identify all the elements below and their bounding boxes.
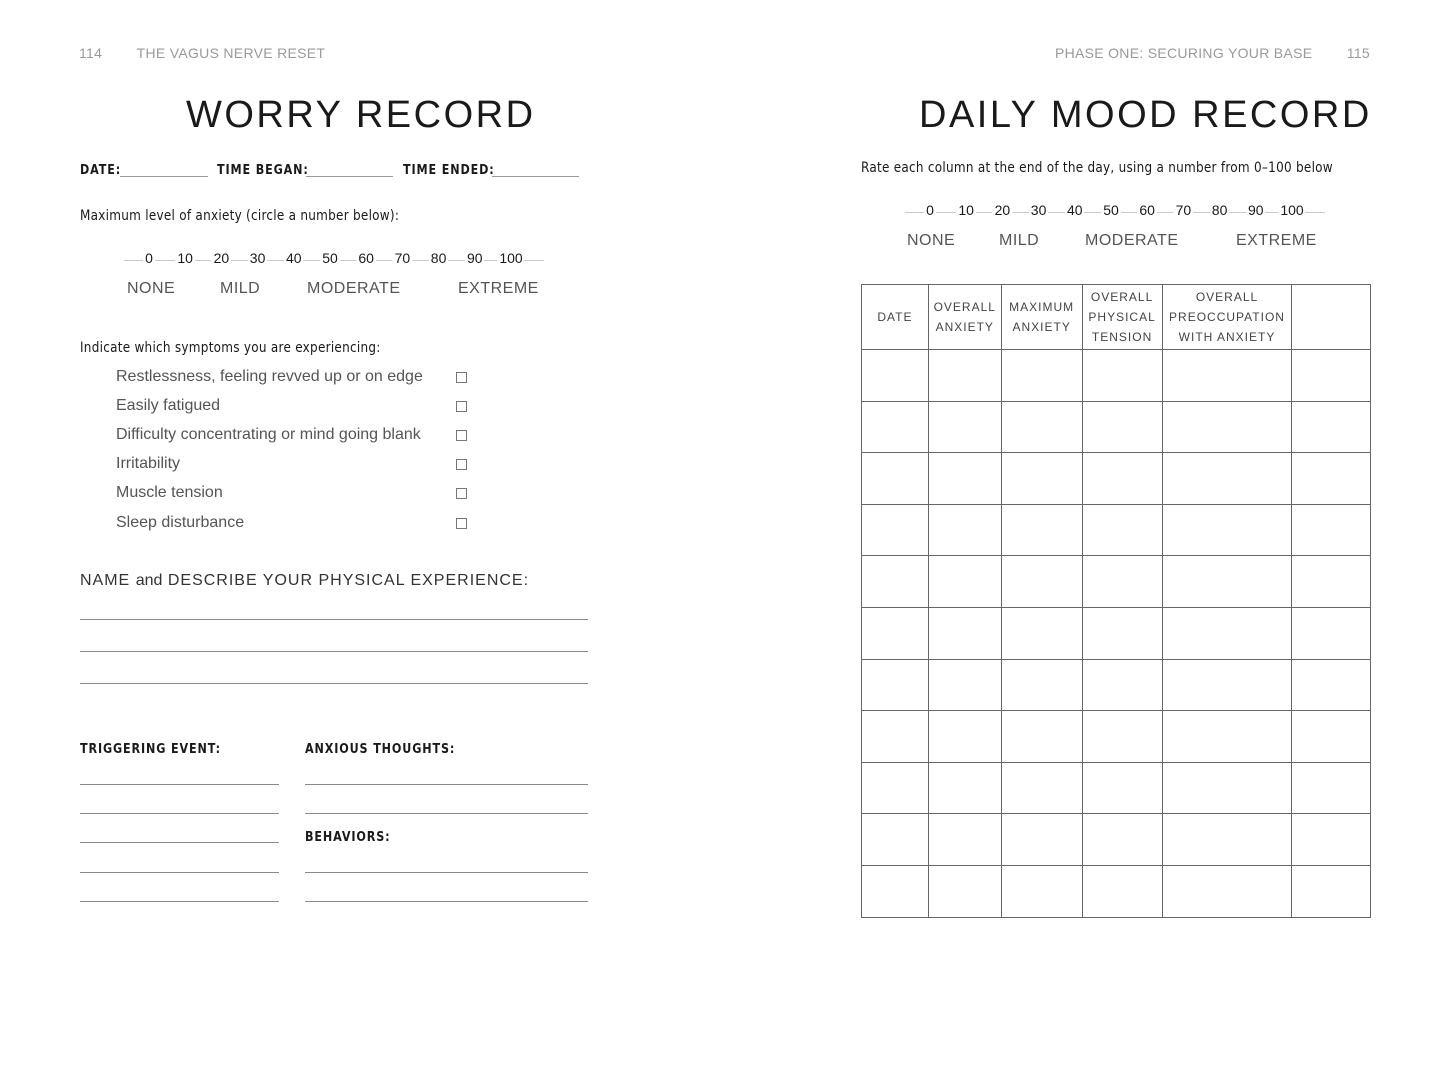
table-cell[interactable] bbox=[1292, 350, 1371, 402]
table-cell[interactable] bbox=[1292, 453, 1371, 505]
describe-line[interactable] bbox=[80, 619, 588, 620]
table-header-text: OVERALL bbox=[1195, 290, 1259, 304]
describe-heading-name: NAME bbox=[80, 572, 131, 589]
table-row bbox=[862, 814, 1371, 866]
symptom-label: Irritability bbox=[116, 455, 181, 472]
table-cell[interactable] bbox=[1082, 711, 1162, 763]
date-label: DATE: bbox=[80, 163, 122, 178]
table-cell[interactable] bbox=[1082, 453, 1162, 505]
date-field[interactable] bbox=[120, 176, 208, 177]
table-header-text: PREOCCUPATION bbox=[1169, 310, 1285, 324]
right-running-header bbox=[1055, 45, 1370, 61]
table-cell[interactable] bbox=[928, 556, 1001, 608]
table-header-text: OVERALL bbox=[1090, 290, 1154, 304]
right-scale-number[interactable]: 30 bbox=[1030, 202, 1047, 218]
table-cell[interactable] bbox=[1292, 607, 1371, 659]
table-cell[interactable] bbox=[1162, 659, 1292, 711]
symptom-checkbox[interactable] bbox=[456, 372, 467, 383]
left-book-title: THE VAGUS NERVE RESET bbox=[136, 45, 326, 61]
table-cell[interactable] bbox=[928, 401, 1001, 453]
symptom-checkbox[interactable] bbox=[456, 488, 467, 499]
describe-heading-and: and bbox=[135, 572, 163, 589]
triggering-event-label: TRIGGERING EVENT: bbox=[80, 742, 221, 757]
table-cell[interactable] bbox=[1001, 814, 1082, 866]
daily-mood-record-title: DAILY MOOD RECORD bbox=[919, 94, 1372, 136]
anxious-thoughts-line[interactable] bbox=[305, 813, 588, 814]
table-cell[interactable] bbox=[1082, 607, 1162, 659]
table-cell[interactable] bbox=[928, 607, 1001, 659]
table-cell[interactable] bbox=[1082, 350, 1162, 402]
right-section-title: PHASE ONE: SECURING YOUR BASE bbox=[1054, 45, 1313, 61]
left-scale-number[interactable]: 30 bbox=[249, 250, 266, 266]
table-cell[interactable] bbox=[1001, 453, 1082, 505]
triggering-event-line[interactable] bbox=[80, 784, 279, 785]
left-scale-number[interactable]: 40 bbox=[286, 250, 302, 266]
right-scale-number[interactable]: 90 bbox=[1248, 202, 1264, 218]
symptom-label: Difficulty concentrating or mind going blank bbox=[116, 426, 421, 443]
table-cell[interactable] bbox=[1162, 814, 1292, 866]
table-row bbox=[862, 607, 1371, 659]
right-scale-number[interactable]: 80 bbox=[1211, 202, 1228, 218]
table-cell[interactable] bbox=[1292, 659, 1371, 711]
table-cell[interactable] bbox=[1082, 401, 1162, 453]
table-cell[interactable] bbox=[1162, 453, 1292, 505]
table-cell[interactable] bbox=[862, 401, 929, 453]
table-cell[interactable] bbox=[1001, 556, 1082, 608]
worry-record-title: WORRY RECORD bbox=[186, 94, 536, 136]
table-cell[interactable] bbox=[1162, 504, 1292, 556]
table-header-text: DATE bbox=[877, 310, 913, 324]
table-cell[interactable] bbox=[928, 350, 1001, 402]
right-scale-extreme: EXTREME bbox=[1236, 232, 1317, 249]
table-cell[interactable] bbox=[1292, 711, 1371, 763]
table-cell[interactable] bbox=[1082, 762, 1162, 814]
symptom-label: Restlessness, feeling revved up or on edge bbox=[116, 368, 423, 385]
table-cell[interactable] bbox=[862, 814, 929, 866]
left-scale-moderate: MODERATE bbox=[307, 280, 401, 297]
table-cell[interactable] bbox=[1082, 659, 1162, 711]
left-page-number: 114 bbox=[79, 45, 103, 61]
symptom-checkbox[interactable] bbox=[456, 518, 467, 529]
table-cell[interactable] bbox=[862, 453, 929, 505]
describe-line[interactable] bbox=[80, 651, 588, 652]
table-cell[interactable] bbox=[1162, 607, 1292, 659]
symptom-checkbox[interactable] bbox=[456, 401, 467, 412]
table-body bbox=[862, 350, 1371, 918]
table-cell[interactable] bbox=[1082, 556, 1162, 608]
table-cell[interactable] bbox=[862, 504, 929, 556]
table-cell[interactable] bbox=[1001, 659, 1082, 711]
table-cell[interactable] bbox=[928, 659, 1001, 711]
table-header-text: ANXIETY bbox=[935, 320, 994, 334]
right-scale-moderate: MODERATE bbox=[1085, 232, 1179, 249]
anxious-thoughts-label: ANXIOUS THOUGHTS: bbox=[305, 742, 456, 757]
left-scale-none: NONE bbox=[127, 280, 176, 297]
describe-line[interactable] bbox=[80, 683, 588, 684]
table-cell[interactable] bbox=[862, 556, 929, 608]
left-scale-extreme: EXTREME bbox=[458, 280, 539, 297]
left-scale-number[interactable]: 80 bbox=[430, 250, 447, 266]
daily-mood-table bbox=[861, 284, 1371, 918]
mood-instructions: Rate each column at the end of the day, using a number from 0–100 below bbox=[861, 160, 1333, 176]
describe-heading-rest: DESCRIBE YOUR PHYSICAL EXPERIENCE: bbox=[167, 572, 530, 589]
table-header-text: WITH ANXIETY bbox=[1178, 330, 1276, 344]
table-row bbox=[862, 401, 1371, 453]
table-header-cell bbox=[928, 285, 1001, 350]
table-cell[interactable] bbox=[1001, 865, 1082, 917]
table-cell[interactable] bbox=[928, 711, 1001, 763]
table-cell[interactable] bbox=[1292, 814, 1371, 866]
table-header-cell bbox=[862, 285, 929, 350]
right-scale-number[interactable]: 70 bbox=[1175, 202, 1192, 218]
table-cell[interactable] bbox=[862, 659, 929, 711]
table-cell[interactable] bbox=[862, 607, 929, 659]
describe-heading bbox=[80, 572, 529, 590]
table-header-text: TENSION bbox=[1091, 330, 1153, 344]
symptom-checkbox[interactable] bbox=[456, 430, 467, 441]
table-header-cell bbox=[1292, 285, 1371, 350]
table-header-text: PHYSICAL bbox=[1088, 310, 1156, 324]
table-row bbox=[862, 504, 1371, 556]
table-cell[interactable] bbox=[1292, 401, 1371, 453]
table-row bbox=[862, 865, 1371, 917]
table-cell[interactable] bbox=[1082, 814, 1162, 866]
triggering-event-line[interactable] bbox=[80, 842, 279, 843]
behaviors-line[interactable] bbox=[305, 872, 588, 873]
right-scale-number[interactable]: 50 bbox=[1103, 202, 1119, 218]
symptom-label: Easily fatigued bbox=[116, 397, 221, 414]
left-scale-mild: MILD bbox=[220, 280, 261, 297]
table-cell[interactable] bbox=[1162, 711, 1292, 763]
right-scale-none: NONE bbox=[907, 232, 956, 249]
symptom-label: Sleep disturbance bbox=[116, 514, 245, 531]
table-cell[interactable] bbox=[862, 762, 929, 814]
table-header-row bbox=[862, 285, 1371, 350]
table-header-cell bbox=[1082, 285, 1162, 350]
triggering-event-line[interactable] bbox=[80, 872, 279, 873]
right-scale-number[interactable]: 10 bbox=[958, 202, 974, 218]
symptom-checkbox[interactable] bbox=[456, 459, 467, 470]
time-ended-label: TIME ENDED: bbox=[403, 163, 495, 178]
table-header-cell bbox=[1162, 285, 1292, 350]
left-scale-number[interactable]: 60 bbox=[358, 250, 374, 266]
left-scale-number[interactable]: 10 bbox=[177, 250, 193, 266]
right-scale-number[interactable]: 40 bbox=[1067, 202, 1083, 218]
table-cell[interactable] bbox=[1082, 865, 1162, 917]
left-scale-number[interactable]: 70 bbox=[394, 250, 411, 266]
table-cell[interactable] bbox=[1001, 711, 1082, 763]
time-began-label: TIME BEGAN: bbox=[217, 163, 309, 178]
table-cell[interactable] bbox=[928, 865, 1001, 917]
table-row bbox=[862, 350, 1371, 402]
triggering-event-line[interactable] bbox=[80, 813, 279, 814]
table-cell[interactable] bbox=[1292, 504, 1371, 556]
table-header-cell bbox=[1001, 285, 1082, 350]
left-running-header bbox=[79, 45, 325, 61]
table-row bbox=[862, 556, 1371, 608]
table-cell[interactable] bbox=[1162, 865, 1292, 917]
left-scale-number[interactable]: 0 bbox=[145, 250, 153, 266]
left-scale-number[interactable]: 100 bbox=[499, 250, 523, 266]
right-scale-mild: MILD bbox=[999, 232, 1040, 249]
right-scale-number[interactable]: 0 bbox=[926, 202, 934, 218]
table-cell[interactable] bbox=[928, 504, 1001, 556]
left-scale-number[interactable]: 90 bbox=[467, 250, 483, 266]
behaviors-line[interactable] bbox=[305, 901, 588, 902]
table-cell[interactable] bbox=[1292, 762, 1371, 814]
table-header-text: ANXIETY bbox=[1012, 320, 1071, 334]
table-cell[interactable] bbox=[1001, 401, 1082, 453]
table-row bbox=[862, 453, 1371, 505]
table-cell[interactable] bbox=[1082, 504, 1162, 556]
right-page-number: 115 bbox=[1346, 45, 1370, 61]
table-cell[interactable] bbox=[1001, 504, 1082, 556]
table-cell[interactable] bbox=[928, 814, 1001, 866]
table-cell[interactable] bbox=[928, 453, 1001, 505]
table-cell[interactable] bbox=[862, 711, 929, 763]
table-cell[interactable] bbox=[1001, 350, 1082, 402]
table-cell[interactable] bbox=[1001, 762, 1082, 814]
table-cell[interactable] bbox=[1162, 350, 1292, 402]
time-ended-field[interactable] bbox=[492, 176, 579, 177]
anxiety-prompt: Maximum level of anxiety (circle a number below): bbox=[80, 208, 400, 224]
table-cell[interactable] bbox=[862, 865, 929, 917]
table-header-text: MAXIMUM bbox=[1009, 300, 1075, 314]
table-header-text: OVERALL bbox=[933, 300, 996, 314]
symptoms-prompt: Indicate which symptoms you are experiencing: bbox=[80, 340, 381, 356]
anxious-thoughts-line[interactable] bbox=[305, 784, 588, 785]
table-cell[interactable] bbox=[862, 350, 929, 402]
table-cell[interactable] bbox=[1162, 762, 1292, 814]
table-cell[interactable] bbox=[1292, 865, 1371, 917]
table-row bbox=[862, 711, 1371, 763]
right-scale-number[interactable]: 20 bbox=[994, 202, 1011, 218]
left-scale-number[interactable]: 50 bbox=[322, 250, 338, 266]
right-scale-number[interactable]: 60 bbox=[1139, 202, 1155, 218]
left-scale-number[interactable]: 20 bbox=[213, 250, 230, 266]
behaviors-label: BEHAVIORS: bbox=[305, 830, 391, 845]
table-cell[interactable] bbox=[1162, 556, 1292, 608]
table-row bbox=[862, 659, 1371, 711]
right-scale-number[interactable]: 100 bbox=[1280, 202, 1304, 218]
table-cell[interactable] bbox=[1292, 556, 1371, 608]
time-began-field[interactable] bbox=[306, 176, 393, 177]
table-cell[interactable] bbox=[1001, 607, 1082, 659]
table-cell[interactable] bbox=[928, 762, 1001, 814]
table-cell[interactable] bbox=[1162, 401, 1292, 453]
table-row bbox=[862, 762, 1371, 814]
triggering-event-line[interactable] bbox=[80, 901, 279, 902]
symptom-label: Muscle tension bbox=[116, 484, 223, 501]
